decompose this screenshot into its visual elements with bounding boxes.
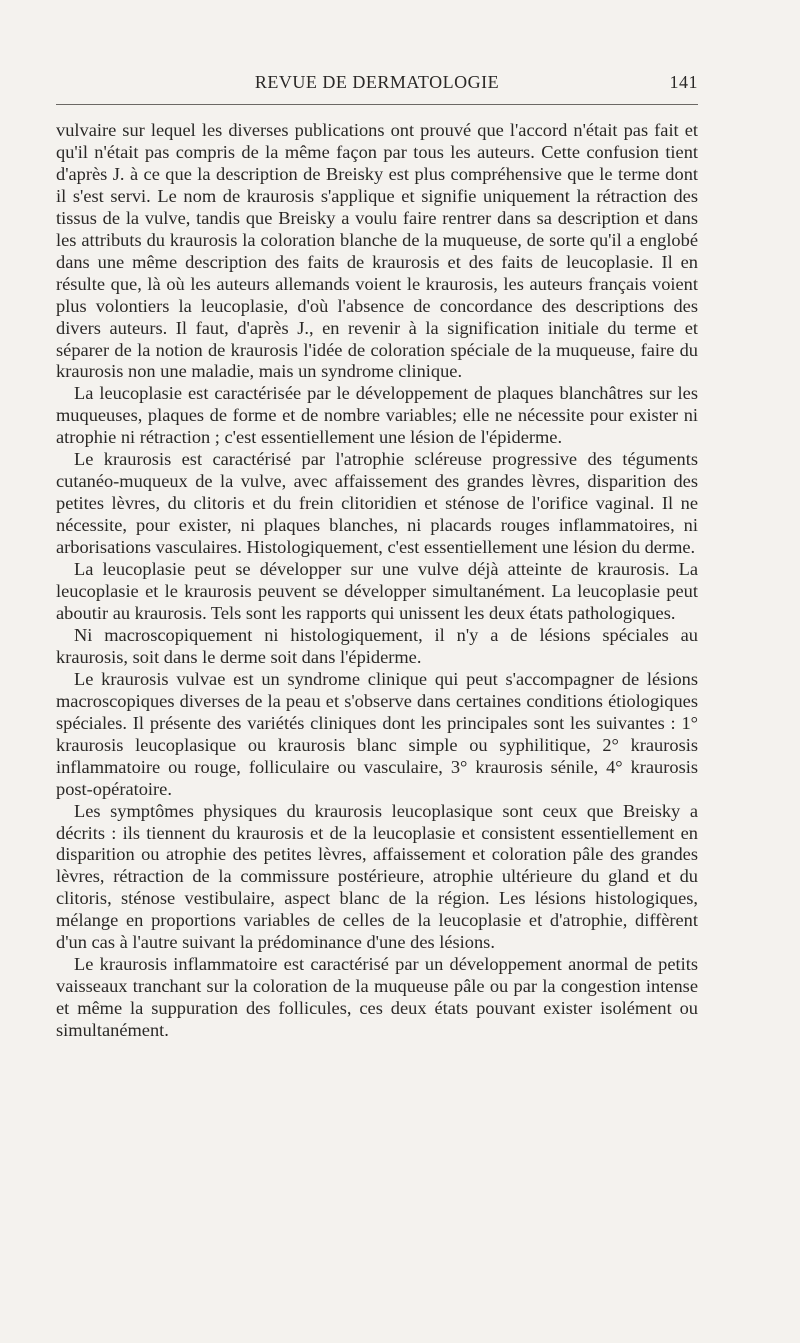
paragraph: Les symptômes physiques du kraurosis leucoplasique sont ceux que Breisky a décrits : ils tiennent du kraurosis et de la leucoplasie et consistent essentiellement en disparition ou atrophie des petites lèvres, affaissement et coloration pâle des grandes lèvres, rétraction de la commissure postérieure, atrophie ultérieure du gland et du clitoris, sténose vestibulaire, aspect blanc de la région. Les lésions histologiques, mélange en proportions variables de celles de la leucoplasie et d'atrophie, diffèrent d'un cas à l'autre suivant la prédominance d'une des lésions. xyxy=(56,800,698,953)
paragraph: La leucoplasie est caractérisée par le développement de plaques blanchâtres sur les muqueuses, plaques de forme et de nombre variables; elle ne nécessite pour exister ni atrophie ni rétraction ; c'est essentiellement une lésion de l'épiderme. xyxy=(56,383,698,448)
paragraph: Le kraurosis est caractérisé par l'atrophie scléreuse progressive des téguments cutanéo-muqueux de la vulve, avec affaissement des grandes lèvres, disparition des petites lèvres, du clitoris et du frein clitoridien et sténose de l'orifice vaginal. Il ne nécessite, pour exister, ni plaques blanches, ni placards rouges inflammatoires, ni arborisations vasculaires. Histologiquement, c'est essentiellement une lésion du derme. xyxy=(56,449,698,558)
paragraph: Ni macroscopiquement ni histologiquement, il n'y a de lésions spéciales au kraurosis, soit dans le derme soit dans l'épiderme. xyxy=(56,624,698,667)
paragraph: La leucoplasie peut se développer sur une vulve déjà atteinte de kraurosis. La leucoplasie et le kraurosis peuvent se développer simultanément. La leucoplasie peut aboutir au kraurosis. Tels sont les rapports qui unissent les deux états pathologiques. xyxy=(56,559,698,623)
running-head xyxy=(56,72,698,96)
body-text xyxy=(56,120,698,1042)
running-title: REVUE DE DERMATOLOGIE xyxy=(254,72,500,92)
paragraph: vulvaire sur lequel les diverses publications ont prouvé que l'accord n'était pas fait et qu'il n'était pas compris de la même façon par tous les auteurs. Cette confusion tient d'après J. à ce que la description de Breisky est plus compréhensive que le terme dont il s'est servi. Le nom de kraurosis s'applique et signifie uniquement la rétraction des tissus de la vulve, tandis que Breisky a voulu faire rentrer dans sa description et dans les attributs du kraurosis la coloration blanche de la muqueuse, de sorte qu'il a englobé dans une même description des faits de kraurosis et des faits de leucoplasie. Il en résulte que, là où les auteurs allemands voient le kraurosis, les auteurs français voient plus volontiers la leucoplasie, d'où l'absence de concordance des descriptions des divers auteurs. Il faut, d'après J., en revenir à la signification initiale du terme et séparer de la notion de kraurosis l'idée de coloration spéciale de la muqueuse, faire du kraurosis non une maladie, mais un syndrome clinique. xyxy=(56,120,698,382)
page-number: 141 xyxy=(669,72,698,92)
paragraph: Le kraurosis inflammatoire est caractérisé par un développement anormal de petits vaisseaux tranchant sur la coloration de la muqueuse pâle ou par la congestion intense et même la suppuration des follicules, ces deux états pouvant exister isolément ou simultanément. xyxy=(56,954,698,1041)
header-rule xyxy=(56,104,698,105)
paragraph: Le kraurosis vulvae est un syndrome clinique qui peut s'accompagner de lésions macroscopiques diverses de la peau et s'observe dans certaines conditions étiologiques spéciales. Il présente des variétés cliniques dont les principales sont les suivantes : 1° kraurosis leucoplasique ou kraurosis blanc simple ou syphilitique, 2° kraurosis inflammatoire ou rouge, folliculaire ou vasculaire, 3° kraurosis sénile, 4° kraurosis post-opératoire. xyxy=(56,668,698,799)
